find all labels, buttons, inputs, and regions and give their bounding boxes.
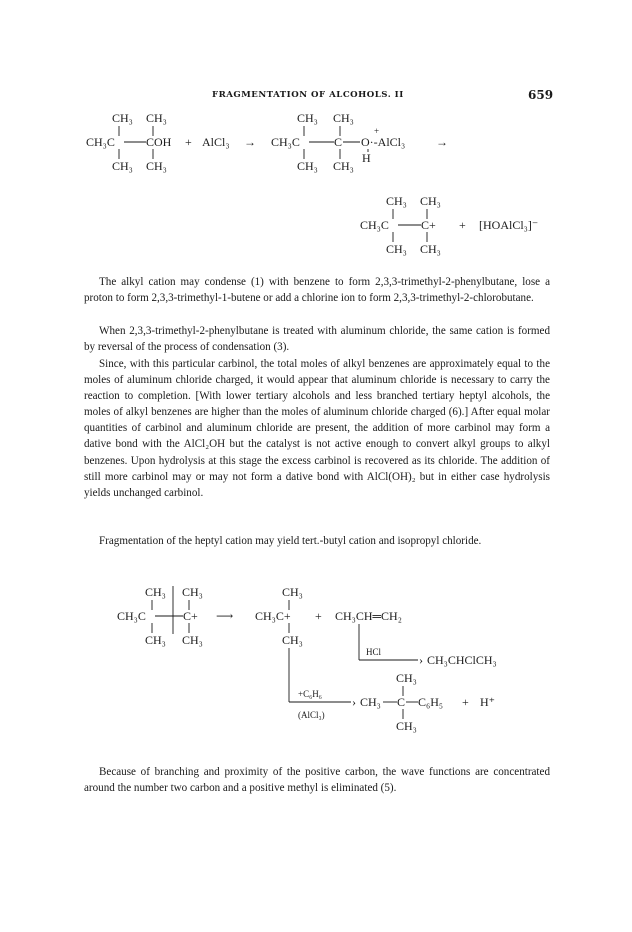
running-head-title: FRAGMENTATION OF ALCOHOLS. II: [212, 90, 404, 100]
quaternary-carbon-label: CH₃C: [360, 218, 389, 232]
quaternary-carbon-label: CH₃C: [86, 135, 115, 149]
methyl-label: CH₃: [420, 194, 441, 208]
methyl-label: CH₃: [297, 111, 318, 125]
reaction-arrow: ⟶: [216, 609, 234, 623]
catalyst-label: (AlCl₃): [298, 710, 325, 720]
plus-sign: +: [185, 135, 192, 149]
paragraph-wave-functions: Because of branching and proximity of the positive carbon, the wave functions are concentrated around the number two carbon and a positive methyl is eliminated (5).: [84, 766, 550, 795]
methyl-label: CH₃: [396, 671, 417, 685]
oxonium-aluminate-label: O·-AlCl₃: [361, 135, 406, 149]
paragraph-carbinol-moles: Since, with this particular carbinol, the total moles of alkyl benzenes are approximately equal to the moles of aluminum chloride charged, it would appear that aluminum chloride is necessary to carry the reaction to completion. [With lower tertiary alcohols and less branched tertiary heptyl alcohols, the moles of alkyl benzenes are higher than the moles of aluminum chloride charged (6).] After equal molar quantities of carbinol and aluminum chloride are present, the addition of more carbinol may form a dative bond with the AlCl₂OH but the catalyst is not active enough to convert alkyl groups to alkyl benzenes. Upon hydrolysis at this stage the excess carbinol is recovered as its chloride. The addition of still more carbinol may or may not form a dative bond with AlCl(OH)₂ but in either case hydrolysis yields unchanged carbinol.: [84, 358, 550, 499]
oxonium-charge: +: [374, 126, 380, 136]
carbinol-carbon-label: COH: [146, 135, 172, 149]
plus-sign: +: [462, 695, 469, 709]
methyl-label: CH₃: [386, 242, 407, 256]
carbon-label: C: [397, 695, 406, 709]
tert-butyl-cation-label: CH₃C+: [255, 609, 291, 623]
methyl-label: CH₃: [297, 159, 318, 173]
page-number: 659: [528, 88, 554, 102]
plus-sign: +: [459, 218, 466, 232]
propene-label: CH₃CH═CH₂: [335, 609, 402, 623]
methyl-label: CH₃: [282, 633, 303, 647]
hydroxy-aluminate-anion: [HOAlCl₃]⁻: [479, 218, 539, 232]
heptyl-cation-label: C+: [183, 609, 198, 623]
methyl-label: CH₃: [282, 585, 303, 599]
heptyl-cation-label: C+: [421, 218, 436, 232]
methyl-label: CH₃: [396, 719, 417, 733]
quaternary-carbon-label: CH₃C: [117, 609, 146, 623]
hydrogen-label: H: [362, 151, 371, 165]
isopropyl-chloride-label: CH₃CHClCH₃: [427, 653, 497, 667]
methyl-label: CH₃: [333, 111, 354, 125]
methyl-label: CH₃: [112, 159, 133, 173]
methyl-label: CH₃: [182, 633, 203, 647]
arrow-head: ›: [352, 695, 356, 709]
benzene-reagent: +C₆H₆: [298, 689, 322, 699]
methyl-label: CH₃: [386, 194, 407, 208]
methyl-label: CH₃: [146, 111, 167, 125]
methyl-label: CH₃: [182, 585, 203, 599]
methyl-label: CH₃: [146, 159, 167, 173]
quaternary-carbon-label: CH₃C: [271, 135, 300, 149]
paragraph-alkyl-cation: The alkyl cation may condense (1) with benzene to form 2,3,3-trimethyl-2-phenylbutane, lose a proton to form 2,3,3-trimethyl-1-butene or add a chlorine ion to form 2,3,3-trimethyl-2-chlorobutane.: [84, 276, 550, 305]
methyl-label: CH₃: [145, 585, 166, 599]
plus-sign: +: [315, 609, 322, 623]
methyl-label: CH₃: [145, 633, 166, 647]
paragraph-fragmentation: Fragmentation of the heptyl cation may yield tert.-butyl cation and isopropyl chloride.: [99, 535, 482, 547]
aluminum-chloride-label: AlCl₃: [202, 135, 230, 149]
carbon-label: C: [334, 135, 343, 149]
proton-label: H⁺: [480, 695, 495, 709]
reaction-scheme-fragmentation: [0, 578, 632, 758]
methyl-label: CH₃: [360, 695, 381, 709]
reaction-arrow: →: [436, 135, 448, 149]
hcl-reagent: HCl: [366, 647, 382, 657]
methyl-label: CH₃: [333, 159, 354, 173]
reaction-arrow: →: [244, 135, 256, 149]
methyl-label: CH₃: [112, 111, 133, 125]
methyl-label: CH₃: [420, 242, 441, 256]
arrow-head: ›: [419, 653, 423, 667]
phenyl-label: C₆H₅: [418, 695, 444, 709]
reaction-scheme-carbinol-alcl3: [0, 100, 632, 270]
paragraph-phenylbutane: When 2,3,3-trimethyl-2-phenylbutane is treated with aluminum chloride, the same cation is formed by reversal of the process of condensation (3).: [84, 325, 550, 354]
